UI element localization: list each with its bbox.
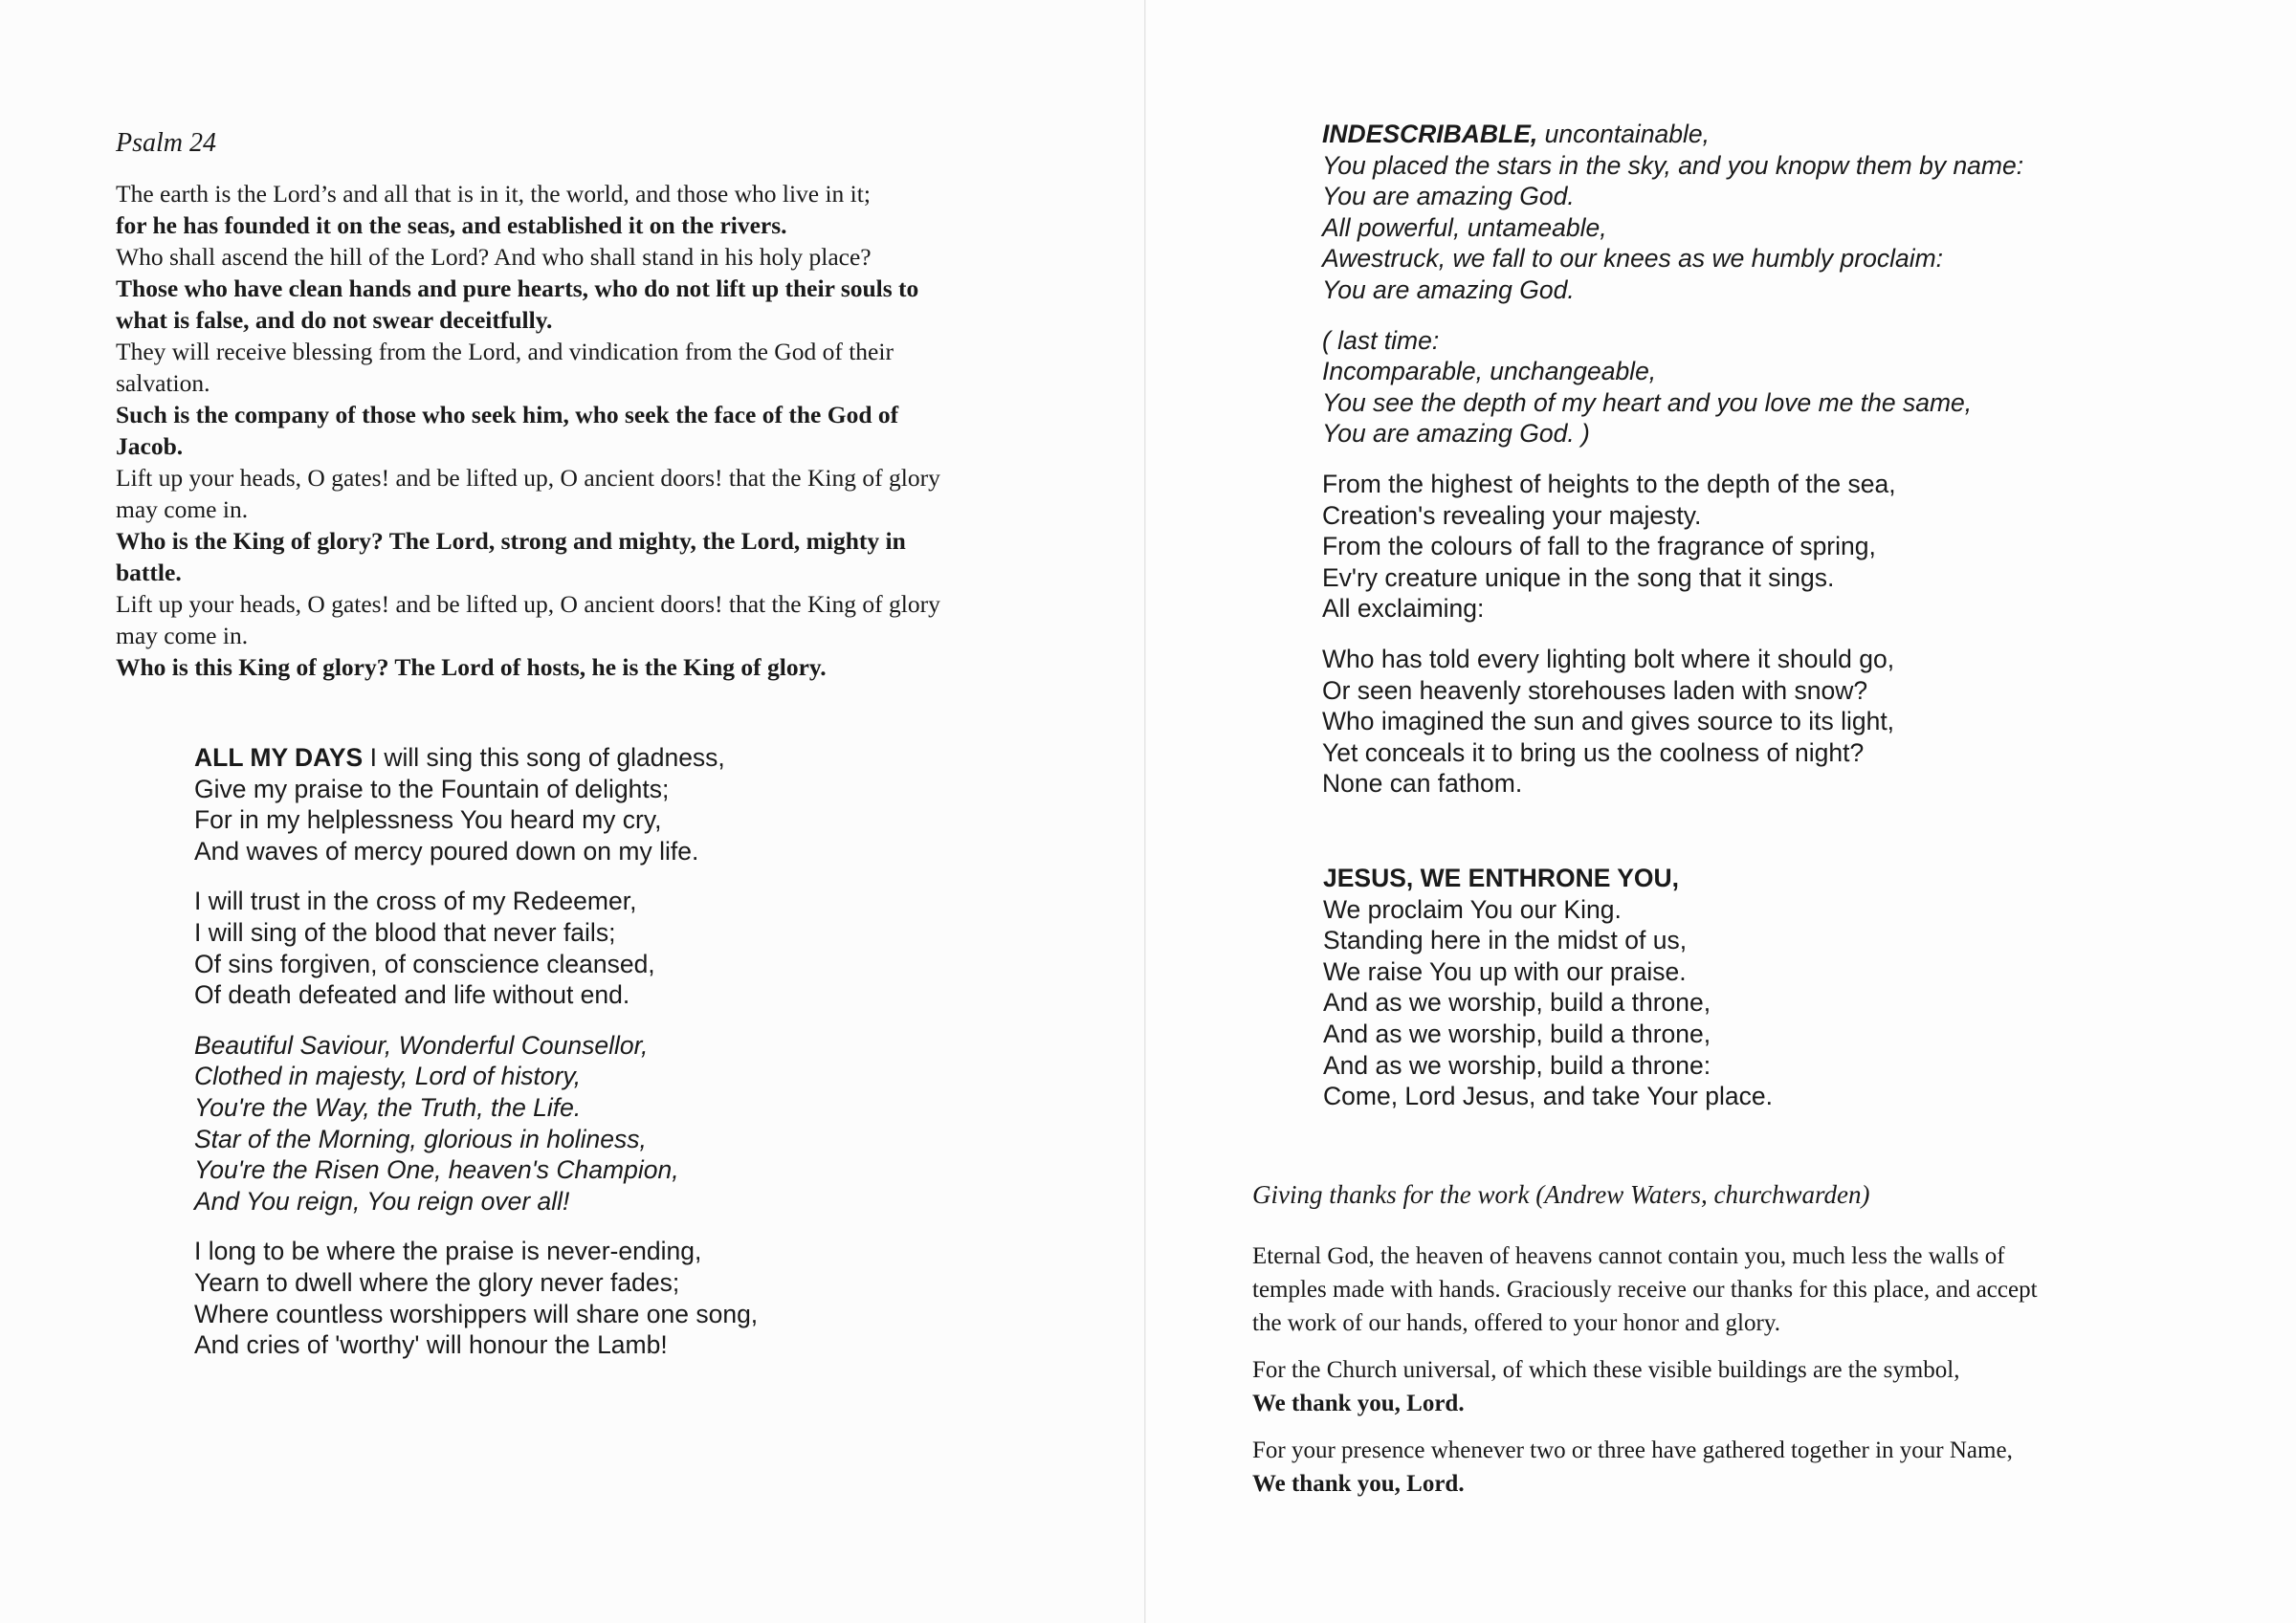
prayer-paragraph (1252, 1239, 2094, 1340)
psalm-line: Lift up your heads, O gates! and be lifted up, O ancient doors! that the King of glory (116, 590, 940, 618)
psalm-line: Lift up your heads, O gates! and be lifted up, O ancient doors! that the King of glory (116, 464, 940, 492)
lyric-line: You are amazing God. (1322, 274, 1575, 304)
stanza-chorus (194, 1030, 758, 1217)
lyric-line: You are amazing God. (1322, 182, 1575, 211)
lyric-line: Come, Lord Jesus, and take Your place. (1323, 1082, 1773, 1111)
lyric-line: I will sing of the blood that never fails; (194, 917, 616, 947)
prayer-line: For the Church universal, of which these visible buildings are the symbol, (1252, 1357, 1960, 1383)
lyric-line: For in my helplessness You heard my cry, (194, 805, 662, 835)
lyric-line: And as we worship, build a throne, (1323, 988, 1711, 1018)
lyric-line: We raise You up with our praise. (1323, 956, 1687, 986)
stanza (194, 1236, 758, 1360)
psalm-line: They will receive blessing from the Lord, and vindication from the God of their (116, 338, 894, 365)
stanza (1322, 325, 2023, 450)
stanza (1322, 644, 2023, 800)
stanza (1322, 469, 2023, 625)
lyric-line: And waves of mercy poured down on my life. (194, 836, 699, 866)
lyric-line: You are amazing God. ) (1322, 419, 1590, 449)
psalm-line: The earth is the Lord’s and all that is in it, the world, and those who live in it; (116, 180, 871, 208)
prayer-line: Eternal God, the heaven of heavens cannot contain you, much less the walls of (1252, 1243, 2005, 1269)
lyric-text: I will sing this song of gladness, (363, 743, 725, 772)
prayer-paragraph (1252, 1434, 2094, 1501)
song-jesus-we-enthrone-you (1323, 863, 1773, 1131)
psalm-response-line: for he has founded it on the seas, and established it on the rivers. (116, 211, 787, 239)
giving-thanks-section (1252, 1178, 2094, 1514)
lyric-line: From the colours of fall to the fragrance of spring, (1322, 532, 1876, 561)
prayer-line: For your presence whenever two or three have gathered together in your Name, (1252, 1437, 2013, 1463)
psalm-line: may come in. (116, 495, 249, 523)
lyric-line: You're the Way, the Truth, the Life. (194, 1092, 582, 1122)
lyric-line: All exclaiming: (1322, 594, 1485, 624)
lyric-line: None can fathom. (1322, 769, 1523, 799)
psalm-line: salvation. (116, 369, 210, 397)
psalm-response-line: Who is the King of glory? The Lord, strong and mighty, the Lord, mighty in (116, 527, 906, 555)
lyric-line: Yearn to dwell where the glory never fades; (194, 1267, 680, 1297)
lyric-line: Awestruck, we fall to our knees as we humbly proclaim: (1322, 244, 1944, 274)
lyric-line: All powerful, untameable, (1322, 212, 1607, 242)
lyric-line: Creation's revealing your majesty. (1322, 500, 1702, 530)
stanza (194, 742, 758, 866)
lyric-line: Incomparable, unchangeable, (1322, 357, 1657, 386)
lyric-line: And You reign, You reign over all! (194, 1186, 570, 1216)
lyric-line: I long to be where the praise is never-ending, (194, 1237, 702, 1266)
lyric-line: Of death defeated and life without end. (194, 980, 630, 1010)
song-all-my-days (194, 742, 758, 1380)
lyric-line: You see the depth of my heart and you love me the same, (1322, 387, 1973, 417)
lyric-line: Where countless worshippers will share one song, (194, 1299, 759, 1328)
prayer-paragraph (1252, 1353, 2094, 1420)
section-title: Giving thanks for the work (Andrew Waters, churchwarden) (1252, 1180, 1870, 1209)
lyric-line: You're the Risen One, heaven's Champion, (194, 1155, 679, 1185)
psalm-response-line: battle. (116, 559, 182, 586)
lyric-line: Of sins forgiven, of conscience cleansed, (194, 949, 655, 978)
stanza (1323, 863, 1773, 1112)
psalm-line: Who shall ascend the hill of the Lord? And who shall stand in his holy place? (116, 243, 872, 271)
prayer-line: temples made with hands. Graciously receive our thanks for this place, and accept (1252, 1277, 2038, 1303)
prayer-response: We thank you, Lord. (1252, 1471, 1465, 1497)
lyric-line: From the highest of heights to the depth of the sea, (1322, 469, 1896, 498)
prayer-line: the work of our hands, offered to your honor and glory. (1252, 1310, 1780, 1336)
psalm-response-line: Those who have clean hands and pure hearts, who do not lift up their souls to (116, 274, 919, 302)
lyric-line: Who has told every lighting bolt where it should go, (1322, 644, 1895, 673)
lyric-line: Clothed in majesty, Lord of history, (194, 1062, 582, 1091)
lyric-line: And cries of 'worthy' will honour the Lamb! (194, 1330, 668, 1360)
lyric-line: Ev'ry creature unique in the song that it sings. (1322, 562, 1835, 592)
lyric-line: Star of the Morning, glorious in holiness, (194, 1124, 647, 1153)
lyric-line: Beautiful Saviour, Wonderful Counsellor, (194, 1030, 649, 1060)
stanza (194, 886, 758, 1010)
lyric-line (1322, 119, 2023, 150)
lyric-line: And as we worship, build a throne, (1323, 1019, 1711, 1048)
lyric-line: We proclaim You our King. (1323, 894, 1622, 924)
lyric-line: And as we worship, build a throne: (1323, 1050, 1711, 1080)
song-heading: ALL MY DAYS (194, 743, 364, 772)
lyric-line: I will trust in the cross of my Redeemer, (194, 887, 637, 916)
psalm-response-line: Such is the company of those who seek him, who seek the face of the God of (116, 401, 899, 428)
lyric-line: Yet conceals it to bring us the coolness of night? (1322, 737, 1865, 767)
psalm-section (116, 126, 1072, 683)
lyric-line: ( last time: (1322, 325, 1440, 355)
stanza (1322, 119, 2023, 306)
left-page (0, 0, 1146, 1623)
lyric-line: Or seen heavenly storehouses laden with snow? (1322, 675, 1868, 705)
song-heading: INDESCRIBABLE, (1322, 120, 1538, 148)
lyric-line: You placed the stars in the sky, and you knopw them by name: (1322, 150, 2024, 180)
prayer-response: We thank you, Lord. (1252, 1391, 1465, 1416)
psalm-response-line: Who is this King of glory? The Lord of hosts, he is the King of glory. (116, 653, 827, 681)
lyric-text: uncontainable, (1537, 120, 1711, 148)
lyric-line: Who imagined the sun and gives source to its light, (1322, 707, 1895, 736)
psalm-text (116, 178, 1072, 683)
lyric-line: Give my praise to the Fountain of delights; (194, 774, 670, 803)
psalm-response-line: Jacob. (116, 432, 184, 460)
lyric-line: Standing here in the midst of us, (1323, 926, 1688, 955)
psalm-response-line: what is false, and do not swear deceitfully. (116, 306, 553, 334)
song-heading: JESUS, WE ENTHRONE YOU, (1323, 864, 1680, 892)
psalm-line: may come in. (116, 622, 249, 649)
lyric-line (194, 742, 758, 774)
psalm-title: Psalm 24 (116, 128, 216, 158)
song-indescribable (1322, 119, 2023, 819)
